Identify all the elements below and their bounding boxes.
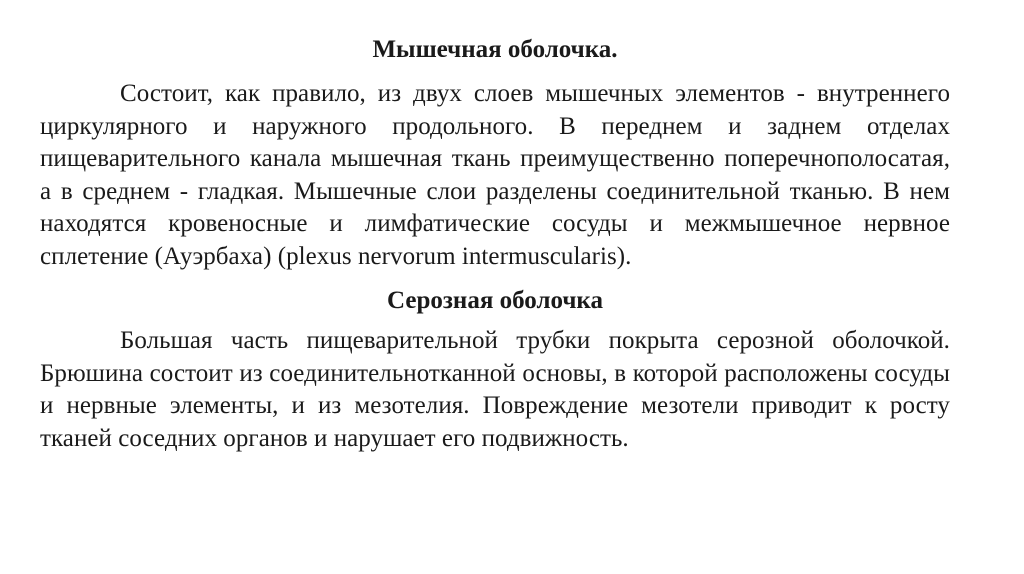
section-title-serous-layer: Серозная оболочка — [387, 287, 603, 314]
paragraph-serous-layer: Большая часть пищеварительной трубки покрыта серозной оболочкой. Брюшина состоит из соединительнотканной основы, в которой расположены сосуды и нервные элементы, и из мезотелия. Повреждение мезотели приводит к росту тканей соседних органов и нарушает его подвижность. — [40, 327, 950, 452]
paragraph-muscular-layer: Состоит, как правило, из двух слоев мышечных элементов - внутреннего циркулярного и наружного продольного. В переднем и заднем отделах пищеварительного канала мышечная ткань преимущественно поперечнополосатая, а в среднем - гладкая. Мышечные слои разделены соединительной тканью. В нем находятся кровеносные и лимфатические сосуды и межмышечное нервное сплетение (Ауэрбаха) (plexus nervorum intermuscularis). — [40, 80, 950, 270]
section-title-muscular-layer: Мышечная оболочка. — [372, 36, 618, 63]
